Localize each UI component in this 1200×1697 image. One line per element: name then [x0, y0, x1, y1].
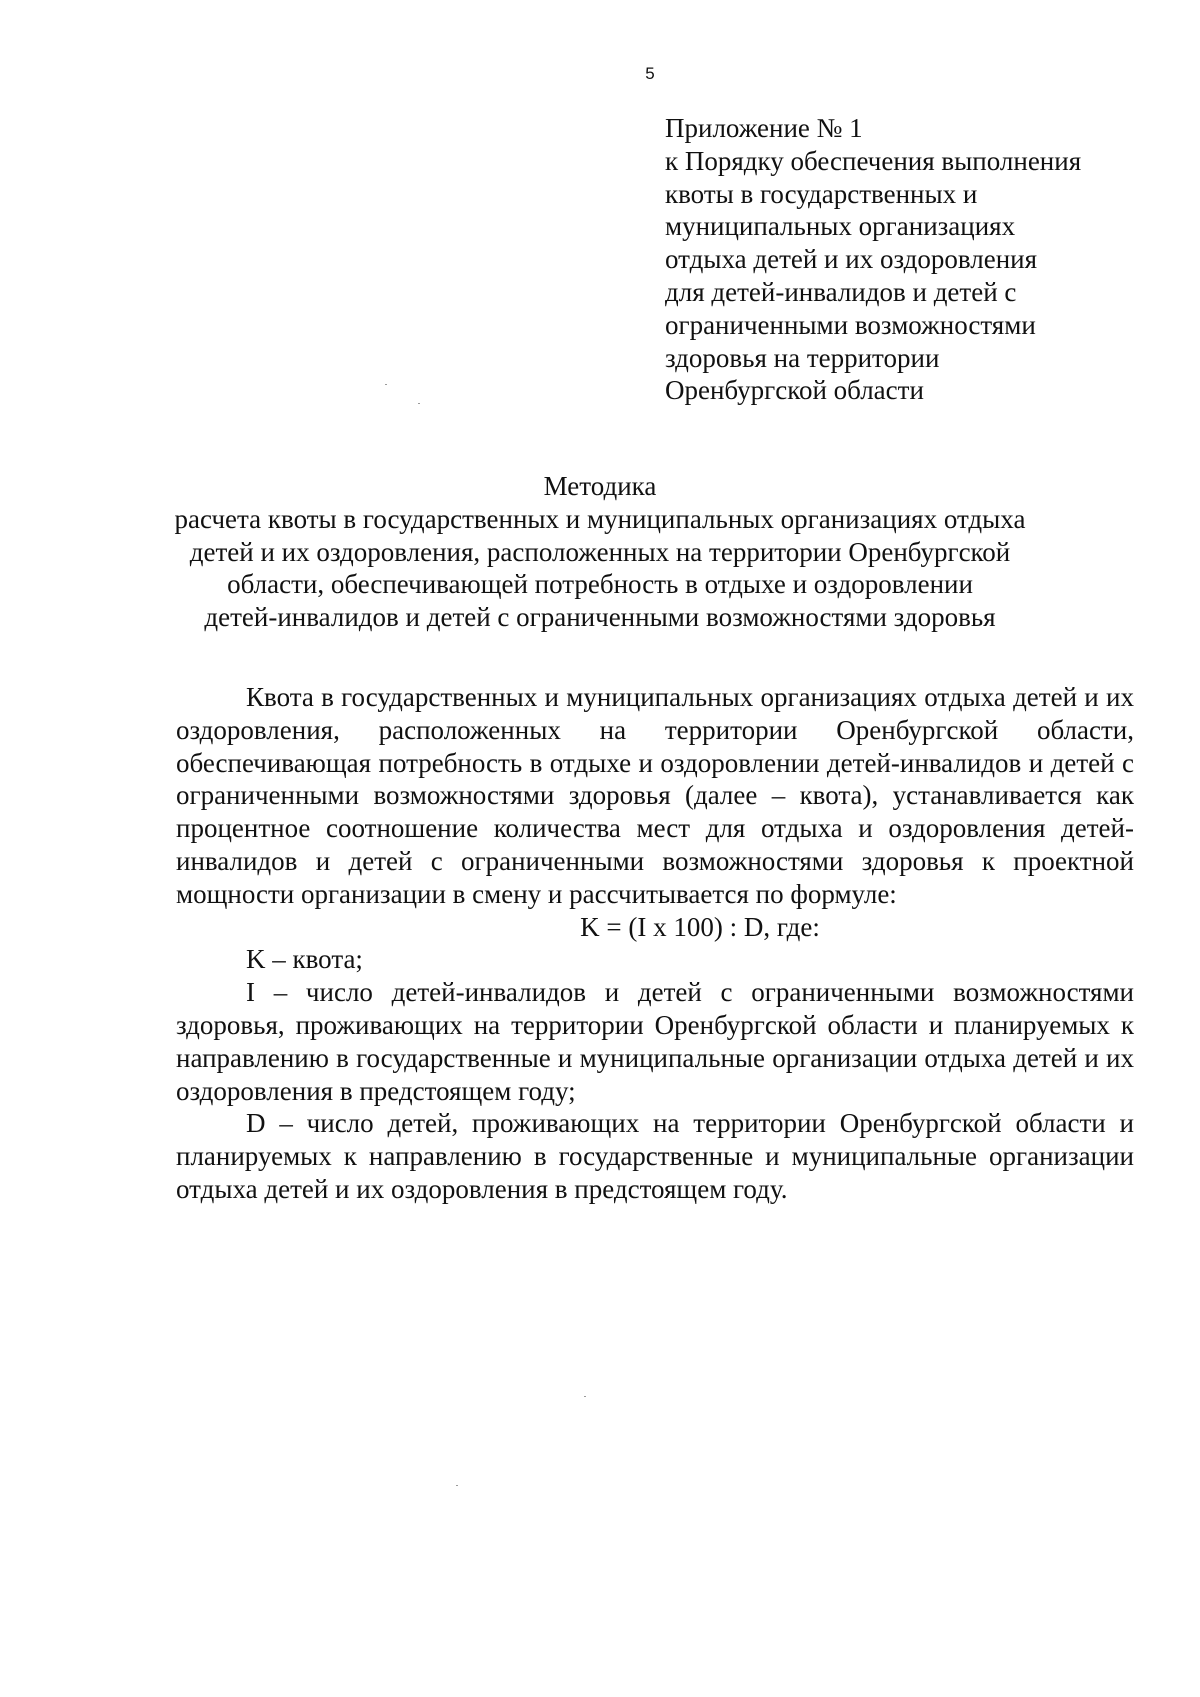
appendix-line: Оренбургской области [665, 375, 924, 406]
quota-formula: K = (I x 100) : D, где: [580, 911, 820, 942]
appendix-line: к Порядку обеспечения выполнения [665, 145, 1082, 176]
title-line: детей-инвалидов и детей с ограниченными возможностями здоровья [204, 602, 996, 633]
appendix-line: здоровья на территории [665, 342, 940, 373]
scan-speck [584, 1396, 586, 1397]
appendix-line: квоты в государственных и [665, 178, 978, 209]
scan-speck [385, 384, 387, 385]
document-body [176, 681, 1134, 1206]
definition-k: K – квота; [246, 944, 363, 975]
title-line: расчета квоты в государственных и муниципальных организациях отдыха [174, 503, 1026, 534]
appendix-block [665, 112, 1145, 407]
appendix-line: для детей-инвалидов и детей с [665, 276, 1017, 307]
appendix-line: Приложение № 1 [665, 113, 863, 143]
appendix-line: отдыха детей и их оздоровления [665, 244, 1038, 275]
definition-d: D – число детей, проживающих на территории Оренбургской области и планируемых к направлению в государственные и муниципальные организации отдыха детей и их оздоровления в предстоящем году. [176, 1108, 1134, 1204]
intro-paragraph: Квота в государственных и муниципальных организациях отдыха детей и их оздоровления, расположенных на территории Оренбургской области, обеспечивающая потребность в отдыхе и оздоровлении детей-инвалидов и детей с ограниченными возможностями здоровья (далее – квота), устанавливается как процентное соотношение количества мест для отдыха и оздоровления детей-инвалидов и детей с ограниченными возможностями здоровья к проектной мощности организации в смену и рассчитывается по формуле: [176, 682, 1134, 909]
title-heading: Методика [543, 471, 657, 501]
scan-speck [418, 403, 420, 404]
title-line: детей и их оздоровления, расположенных на территории Оренбургской [189, 536, 1011, 567]
document-title [150, 470, 1050, 634]
page-number: 5 [645, 64, 655, 83]
definition-i: I – число детей-инвалидов и детей с ограниченными возможностями здоровья, проживающих на территории Оренбургской области и планируемых к направлению в государственные и муниципальные организации отдыха детей и их оздоровления в предстоящем году; [176, 977, 1134, 1106]
title-line: области, обеспечивающей потребность в отдыхе и оздоровлении [227, 569, 973, 600]
appendix-line: ограниченными возможностями [665, 309, 1036, 340]
scan-speck [456, 1485, 458, 1486]
appendix-line: муниципальных организациях [665, 211, 1016, 242]
